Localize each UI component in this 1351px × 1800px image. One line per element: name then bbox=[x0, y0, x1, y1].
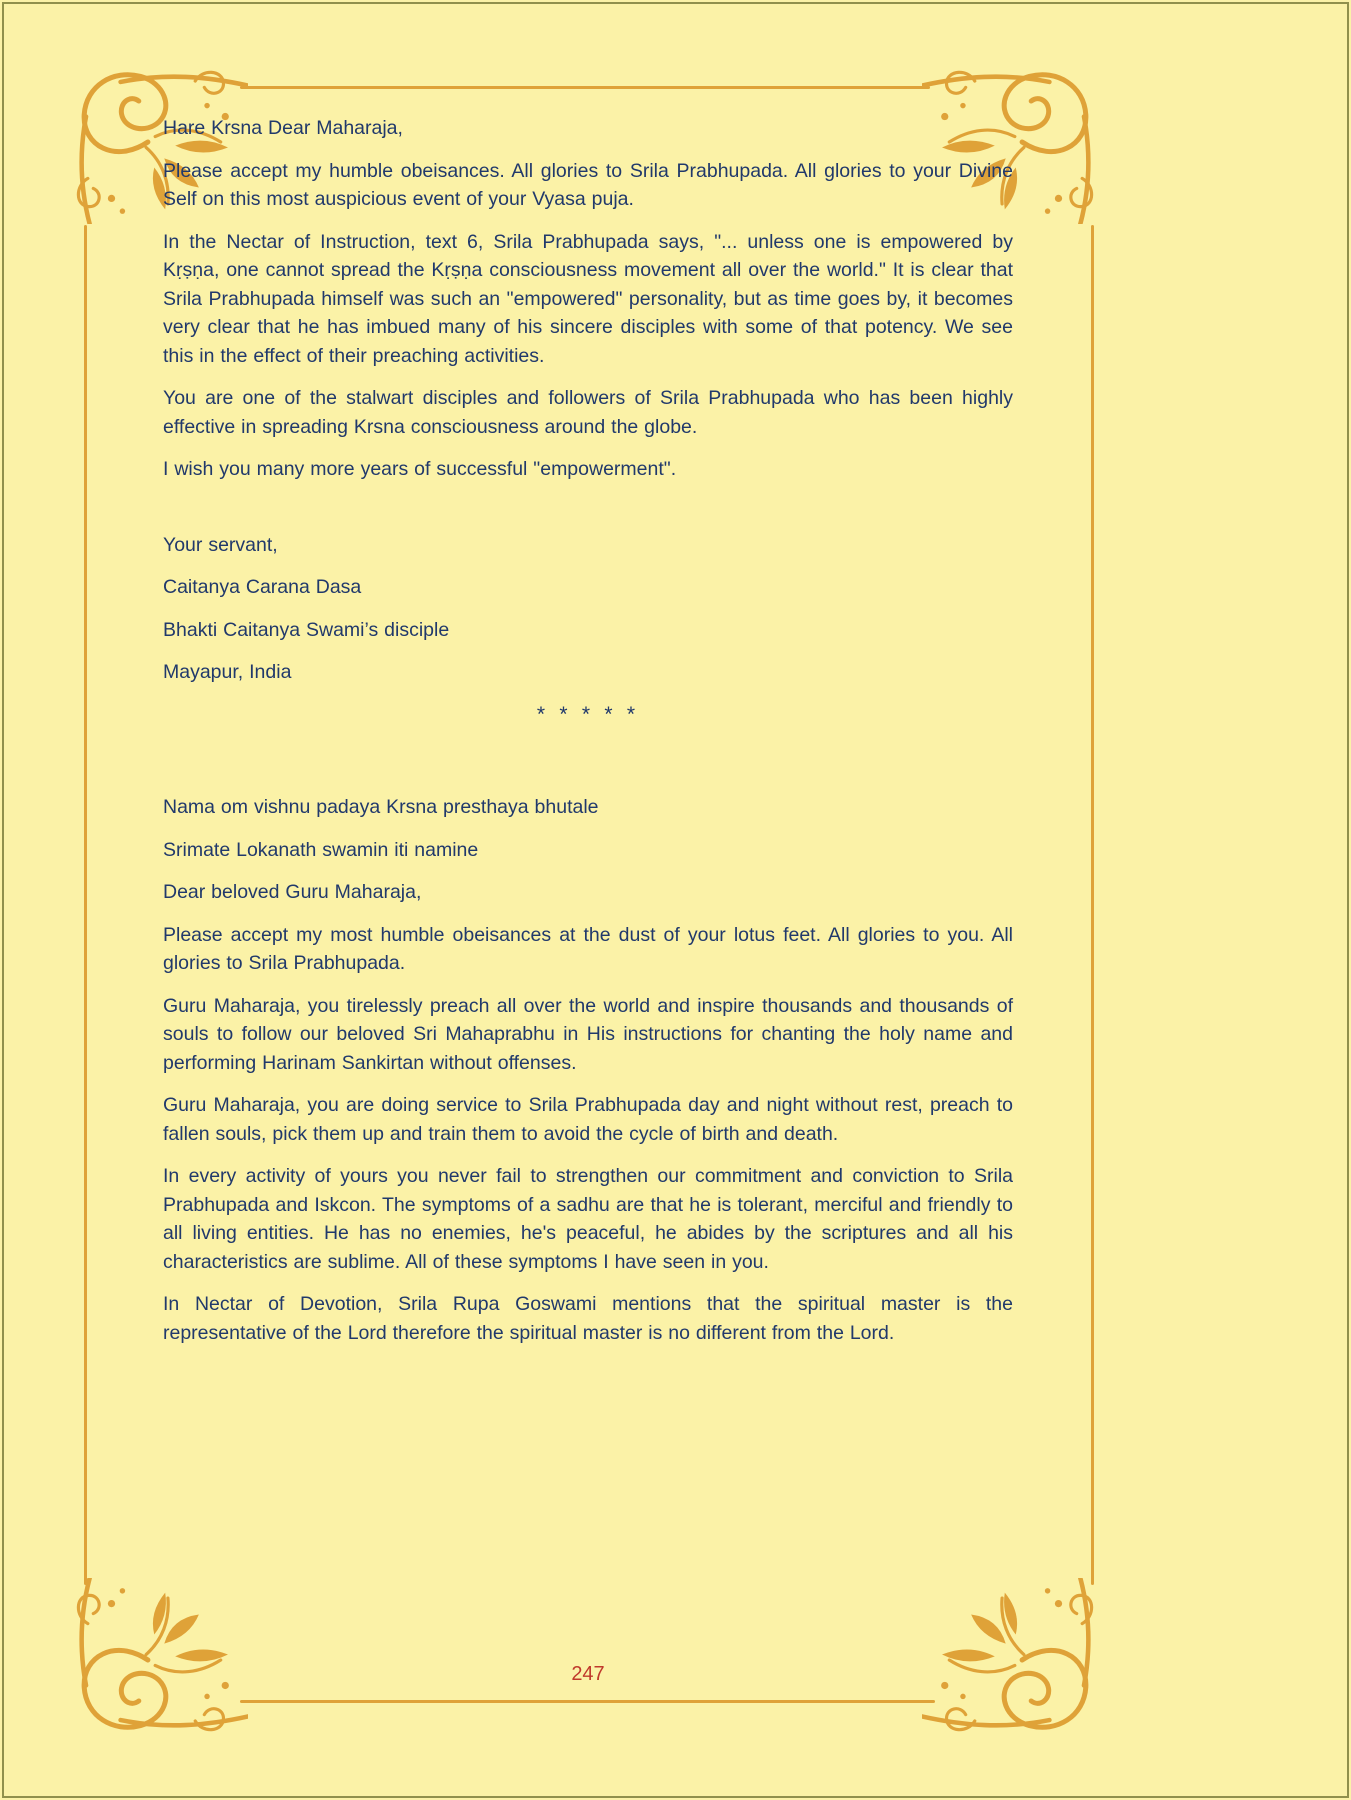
letter1-signature-place: Mayapur, India bbox=[163, 661, 292, 683]
letter1-signature-name: Caitanya Carana Dasa bbox=[163, 576, 362, 598]
letter1-closing: Your servant, bbox=[163, 533, 278, 556]
letter2-paragraph-5: In Nectar of Devotion, Srila Rupa Goswami mentions that the spiritual master is the representative of the Lord therefore the spiritual master is no different from the Lord. bbox=[163, 1293, 1013, 1344]
letter1-signature-title: Bhakti Caitanya Swami’s disciple bbox=[163, 618, 450, 641]
frame-rule-top bbox=[240, 86, 930, 89]
letter1-salutation: Hare Krsna Dear Maharaja, bbox=[163, 117, 403, 139]
letter2-paragraph-4: In every activity of yours you never fail to strengthen our commitment and conviction to Srila Prabhupada and Iskcon. The symptoms of a sadhu are that he is tolerant, merciful and friendly to all living entities. He has no enemies, he's peaceful, he abides by the scriptures and all his characteristics are sublime. All of these symptoms I have seen in you. bbox=[163, 1165, 1013, 1273]
frame-rule-right bbox=[1091, 225, 1094, 1585]
floral-flourish-icon-bottom-right bbox=[922, 1578, 1104, 1742]
frame-rule-left bbox=[84, 225, 87, 1585]
floral-flourish-icon-bottom-left bbox=[66, 1578, 248, 1742]
letter2-paragraph-1: Please accept my most humble obeisances at the dust of your lotus feet. All glories to you. All glories to Srila Prabhupada. bbox=[163, 923, 1013, 974]
letter2-invocation-line1: Nama om vishnu padaya Krsna presthaya bhutale bbox=[163, 796, 599, 818]
frame-rule-bottom bbox=[240, 1700, 935, 1703]
section-separator: * * * * * bbox=[536, 702, 640, 726]
letter1-paragraph-2: In the Nectar of Instruction, text 6, Srila Prabhupada says, "... unless one is empowered by Kṛṣṇa, one cannot spread the Kṛṣṇa consciousness movement all over the world." It is clear that Srila Prabhupada himself was such an "empowered" personality, but as time goes by, it becomes very clear that he has imbued many of his sincere disciples with some of that potency. We see this in the effect of their preaching activities. bbox=[163, 230, 1013, 367]
letter2-invocation-line2: Srimate Lokanath swamin iti namine bbox=[163, 838, 479, 861]
letter1-paragraph-3: You are one of the stalwart disciples and followers of Srila Prabhupada who has been highly effective in spreading Krsna consciousness around the globe. bbox=[163, 387, 1013, 438]
page-number: 247 bbox=[571, 1663, 605, 1685]
letter1-paragraph-4: I wish you many more years of successful "empowerment". bbox=[163, 458, 677, 480]
letter2-paragraph-2: Guru Maharaja, you tirelessly preach all over the world and inspire thousands and thousands of souls to follow our beloved Sri Mahaprabhu in His instructions for chanting the holy name and performing Harinam Sankirtan without offenses. bbox=[163, 994, 1013, 1074]
letter2-paragraph-3: Guru Maharaja, you are doing service to Srila Prabhupada day and night without rest, preach to fallen souls, pick them up and train them to avoid the cycle of birth and death. bbox=[163, 1094, 1013, 1145]
letter2-salutation: Dear beloved Guru Maharaja, bbox=[163, 881, 422, 903]
letter-text-column bbox=[163, 114, 1013, 1361]
letter1-paragraph-1: Please accept my humble obeisances. All glories to Srila Prabhupada. All glories to your Divine Self on this most auspicious event of your Vyasa puja. bbox=[163, 159, 1013, 210]
